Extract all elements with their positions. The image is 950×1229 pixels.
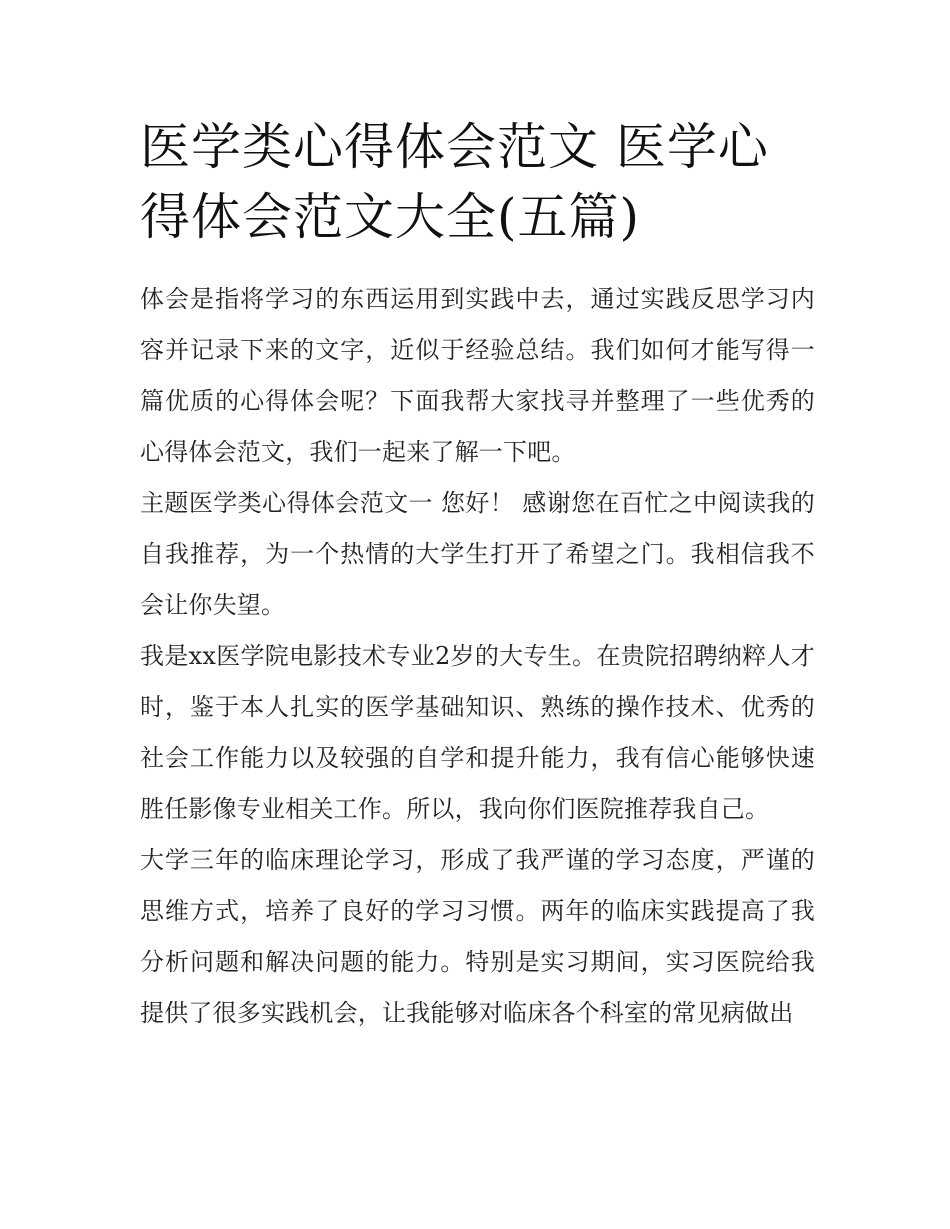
document-title: 医学类心得体会范文 医学心得体会范文大全(五篇) — [140, 118, 769, 246]
paragraph-greeting: 主题医学类心得体会范文一 您好！ 感谢您在百忙之中阅读我的自我推荐，为一个热情的大学生打开了希望之门。我相信我不会让你失望。 — [140, 489, 815, 619]
paragraph-self-introduction: 我是xx医学院电影技术专业2岁的大专生。在贵院招聘纳粹人才时，鉴于本人扎实的医学基础知识、熟练的操作技术、优秀的社会工作能力以及较强的自学和提升能力，我有信心能够快速胜任影像专业相关工作。所以，我向你们医院推荐我自己。 — [140, 642, 815, 823]
paragraph-study-experience: 大学三年的临床理论学习，形成了我严谨的学习态度，严谨的思维方式，培养了良好的学习习惯。两年的临床实践提高了我分析问题和解决问题的能力。特别是实习期间，实习医院给我提供了很多实践机会，让我能够对临床各个科室的常见病做出 — [140, 846, 815, 1027]
document-body — [140, 274, 815, 1039]
document-page — [140, 112, 815, 1039]
paragraph-intro: 体会是指将学习的东西运用到实践中去，通过实践反思学习内容并记录下来的文字，近似于经验总结。我们如何才能写得一篇优质的心得体会呢？下面我帮大家找寻并整理了一些优秀的心得体会范文，我们一起来了解一下吧。 — [140, 285, 815, 466]
